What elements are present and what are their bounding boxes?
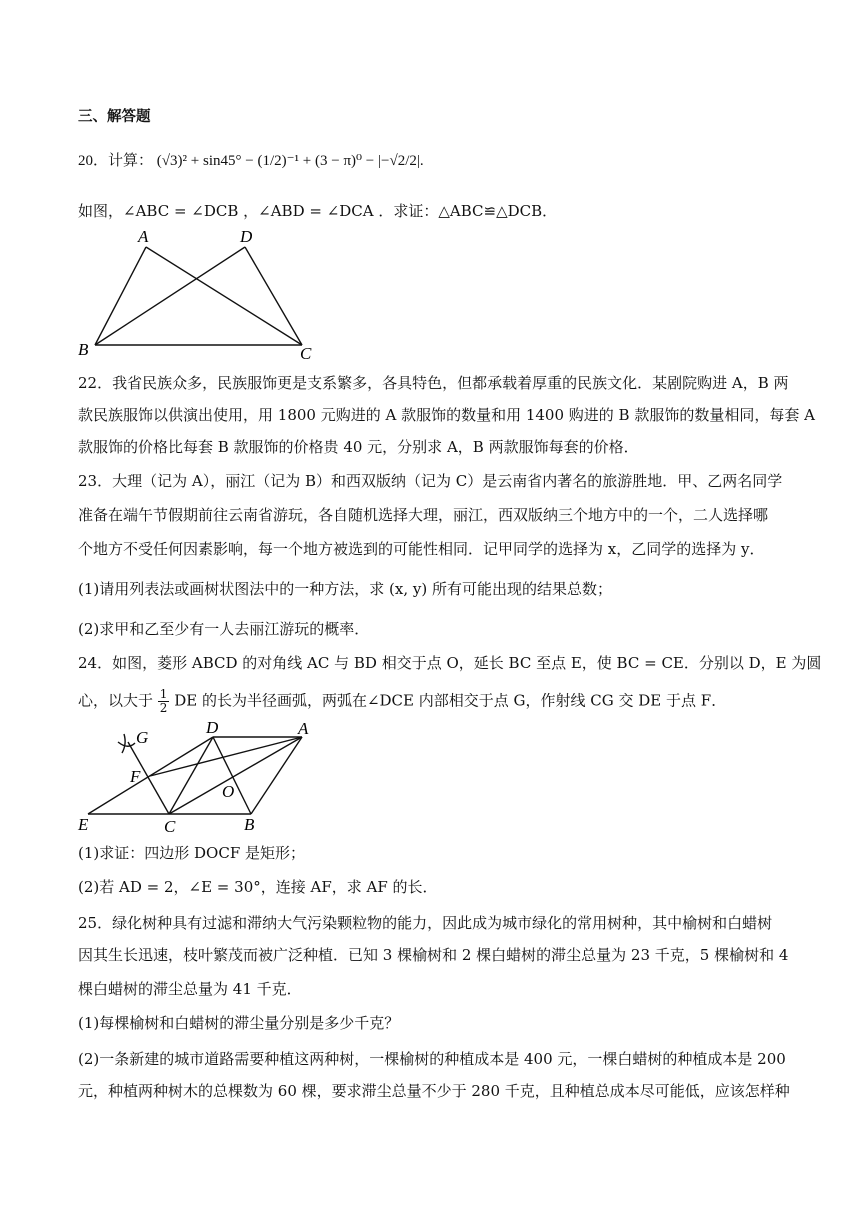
arc-mark-1 [118,742,135,746]
q25-part-2-line-1: (2)一条新建的城市道路需要种植这两种树，一棵榆树的种植成本是 400 元，一棵白蜡树的种植成本是 200 [78,1050,786,1068]
q20-expr-c: (1/2)⁻¹ [257,153,300,169]
q23-part-1: (1)请用列表法或画树状图法中的一种方法，求 (x, y) 所有可能出现的结果总数； [78,580,612,598]
label-a: A [138,227,149,246]
q22-line-1: 22．我省民族众多，民族服饰更是支系繁多，各具特色，但都承载着厚重的民族文化．某剧院购进 A，B 两 [78,374,789,392]
label-o: O [222,782,235,801]
label-f: F [130,767,141,786]
figure-21 [70,225,330,365]
q22-line-2: 款民族服饰以供演出使用，用 1800 元购进的 A 款服饰的数量和用 1400 购进的 B 款服饰的数量相同，每套 A [78,406,815,424]
label-b: B [78,340,89,359]
q20-end: . [419,153,424,169]
question-20 [78,150,424,172]
segment-fa [150,737,302,776]
label-b: B [244,815,255,834]
label-g: G [136,728,149,747]
q24-part-2: (2)若 AD = 2，∠E = 30°，连接 AF，求 AF 的长． [78,878,438,896]
label-a: A [298,720,309,738]
figure-24 [70,720,330,840]
q20-expr-a: (√3)² [156,153,188,169]
q20-prefix: 计算： [108,153,154,169]
q24-line-2 [78,688,726,715]
one-half-fraction: $\frac{1}{2}$ [159,687,168,715]
q23-line-2: 准备在端午节假期前往云南省游玩，各自随机选择大理，丽江，西双版纳三个地方中的一个，二人选择哪 [78,506,769,524]
q24-line-1: 24．如图，菱形 ABCD 的对角线 AC 与 BD 相交于点 O，延长 BC 至点 E，使 BC = CE．分别以 D，E 为圆 [78,654,822,672]
q25-line-3: 棵白蜡树的滞尘总量为 41 千克． [78,980,302,998]
segment-ba [95,247,146,345]
q25-part-1: (1)每棵榆树和白蜡树的滞尘量分别是多少千克？ [78,1014,400,1032]
q20-expr-b: + sin45° − [190,153,254,169]
q24-line2-a: 心，以大于 [78,691,154,710]
label-d: D [240,227,253,246]
q20-expr-d: + (3 − π)⁰ − [302,153,375,169]
q22-line-3: 款服饰的价格比每套 B 款服饰的价格贵 40 元，分别求 A，B 两款服饰每套的价格． [78,438,639,456]
label-d: D [206,720,219,737]
q25-part-2-line-2: 元，种植两种树木的总棵数为 60 棵，要求滞尘总量不少于 280 千克，且种植总成本尽可能低，应该怎样种 [78,1082,790,1100]
q23-line-3: 个地方不受任何因素影响，每一个地方被选到的可能性相同．记甲同学的选择为 x，乙同学的选择为 y． [78,540,765,558]
q24-part-1: (1)求证：四边形 DOCF 是矩形； [78,844,305,862]
segment-cd [169,737,213,814]
q23-part-2: (2)求甲和乙至少有一人去丽江游玩的概率． [78,620,370,638]
segment-ca [169,737,302,814]
q20-expr-e: |−√2/2| [378,153,420,169]
q25-line-2: 因其生长迅速，枝叶繁茂而被广泛种植．已知 3 棵榆树和 2 棵白蜡树的滞尘总量为 23 千克，5 棵榆树和 4 [78,946,789,964]
q24-line2-b: DE 的长为半径画弧，两弧在∠DCE 内部相交于点 G，作射线 CG 交 DE 于点 F． [174,691,727,710]
label-e: E [78,815,89,834]
q23-line-1: 23．大理（记为 A），丽江（记为 B）和西双版纳（记为 C）是云南省内著名的旅游胜地．甲、乙两名同学 [78,472,783,490]
segment-dc [245,247,302,345]
section-title: 三、解答题 [78,109,151,125]
question-21: 如图，∠ABC = ∠DCB ，∠ABD = ∠DCA ．求证：△ABC≌△DCB． [78,202,558,220]
segment-db [213,737,251,814]
q20-number: 20． [78,153,109,169]
arc-mark-2 [122,734,125,753]
label-c: C [300,344,312,363]
label-c: C [164,817,176,836]
q25-line-1: 25．绿化树种具有过滤和滞纳大气污染颗粒物的能力，因此成为城市绿化的常用树种，其中榆树和白蜡树 [78,914,773,932]
